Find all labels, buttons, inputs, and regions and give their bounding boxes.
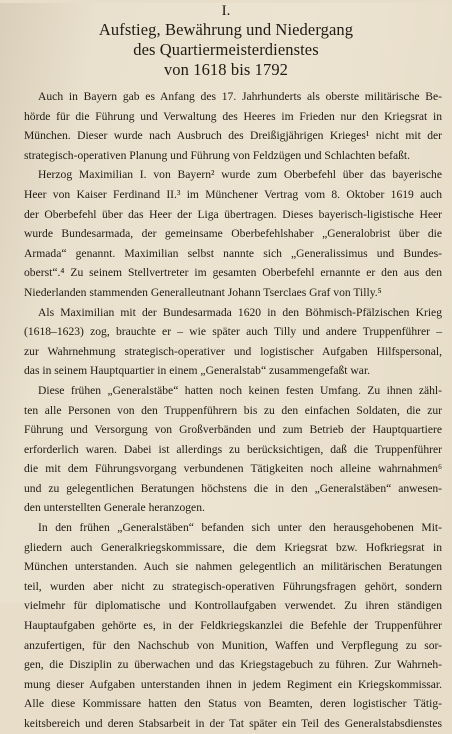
text-line: Niederlanden stammenden Generalleutnant Johann Tserclaes Graf von Tilly.⁵ bbox=[24, 285, 382, 299]
text-line: In den frühen „Generalstäben“ befanden sich unter den herausgehobenen Mit- bbox=[38, 521, 442, 535]
text-line: ten alle Personen von den Truppenführern bis zu den einfachen Soldaten, die zur bbox=[24, 403, 442, 417]
text-line: die mit dem Führungsvorgang verbundenen Tätigkeiten noch alleine wahrnahmen⁶ bbox=[24, 462, 442, 476]
chapter-title-line: Aufstieg, Bewährung und Niedergang bbox=[98, 20, 354, 39]
text-line: anzufertigen, für den Nachschub von Munition, Waffen und Verpflegung zu sor- bbox=[24, 638, 442, 652]
text-line: Hauptaufgaben gehörte es, in der Feldkriegskanzlei die Befehle der Truppenführer bbox=[24, 619, 442, 633]
body-text bbox=[24, 87, 442, 734]
text-line: teil, wurden aber nicht zu strategisch-operativen Führungsfragen gehört, sondern bbox=[24, 579, 442, 593]
text-line: den unterstellten Generale heranzogen. bbox=[24, 501, 205, 515]
text-line: hörde für die Führung und Verwaltung des Heeres im Frieden nur den Kriegsrat in bbox=[24, 109, 442, 123]
text-line: Als Maximilian mit der Bundesarmada 1620 in den Böhmisch-Pfälzischen Krieg bbox=[38, 305, 442, 319]
text-line: Heer von Kaiser Ferdinand II.³ im Münchener Vertrag vom 8. Oktober 1619 auch bbox=[24, 187, 442, 201]
text-line: keitsbereich und deren Stabsarbeit in der Tat später ein Teil des Generalstabsdienstes bbox=[24, 717, 442, 730]
chapter-number: I. bbox=[221, 3, 231, 19]
text-line: strategisch-operativen Planung und Führung von Feldzügen und Schlachten befaßt. bbox=[24, 148, 411, 162]
text-line: Armada“ genannt. Maximilian selbst nannte sich „Generalissimus und Bundes- bbox=[24, 246, 442, 260]
book-page bbox=[0, 3, 452, 730]
text-line: mung dieser Aufgaben unterstanden ihnen in jedem Regiment ein Kriegskommissar. bbox=[24, 677, 442, 691]
text-line: (1618–1623) zog, brauchte er – wie später auch Tilly und andere Truppenführer – bbox=[24, 325, 442, 339]
text-line: Alle diese Kommissare hatten den Status von Beamten, deren logistischer Tätig- bbox=[24, 697, 442, 711]
text-line: Diese frühen „Generalstäbe“ hatten noch keinen festen Umfang. Zu ihnen zähl- bbox=[38, 383, 442, 397]
text-line: Herzog Maximilian I. von Bayern² wurde zum Oberbefehl über das bayerische bbox=[38, 168, 442, 182]
text-line: zur Wahrnehmung strategisch-operativer und logistischer Aufgaben Hilfspersonal, bbox=[24, 344, 442, 358]
text-line: erforderlich waren. Dabei ist allerdings zu berücksichtigen, daß die Truppenführer bbox=[24, 442, 442, 456]
text-line: wurde Bundesarmada, der gemeinsame Oberbefehlshaber „Generalobrist über die bbox=[24, 227, 442, 241]
text-line: Auch in Bayern gab es Anfang des 17. Jahrhunderts als oberste militärische Be- bbox=[38, 90, 442, 103]
text-line: gliedern auch Generalkriegskommissare, die dem Kriegsrat bzw. Hofkriegsrat in bbox=[24, 540, 442, 554]
text-line: München unterstanden. Auch sie nahmen gelegentlich an militärischen Beratungen bbox=[24, 560, 442, 574]
text-line: vielmehr für diplomatische und Kontrollaufgaben verwendet. Zu ihren ständigen bbox=[24, 599, 442, 613]
chapter-title bbox=[0, 20, 452, 80]
text-line: gen, die Disziplin zu überwachen und das Kriegstagebuch zu führen. Zur Wahrneh- bbox=[24, 658, 442, 672]
text-line: der Oberbefehl über das Heer der Liga übertragen. Dieses bayerisch-ligistische Heer bbox=[24, 207, 442, 221]
chapter-title-line: von 1618 bis 1792 bbox=[163, 60, 289, 79]
text-line: Führung und Versorgung von Großverbänden und zum Betrieb der Hauptquartiere bbox=[24, 423, 442, 437]
text-line: das in seinem Hauptquartier in einem „Generalstab“ zusammengefaßt war. bbox=[24, 364, 371, 378]
text-line: oberst“.⁴ Zu seinem Stellvertreter im gesamten Oberbefehl ernannte er den aus den bbox=[24, 266, 442, 280]
chapter-title-line: des Quartiermeisterdienstes bbox=[133, 40, 319, 59]
text-line: und zu gelegentlichen Beratungen höchstens die in den „Generalstäben“ anwesen- bbox=[24, 481, 442, 495]
text-line: München. Dieser wurde nach Ausbruch des Dreißigjährigen Krieges¹ nicht mit der bbox=[24, 129, 442, 143]
